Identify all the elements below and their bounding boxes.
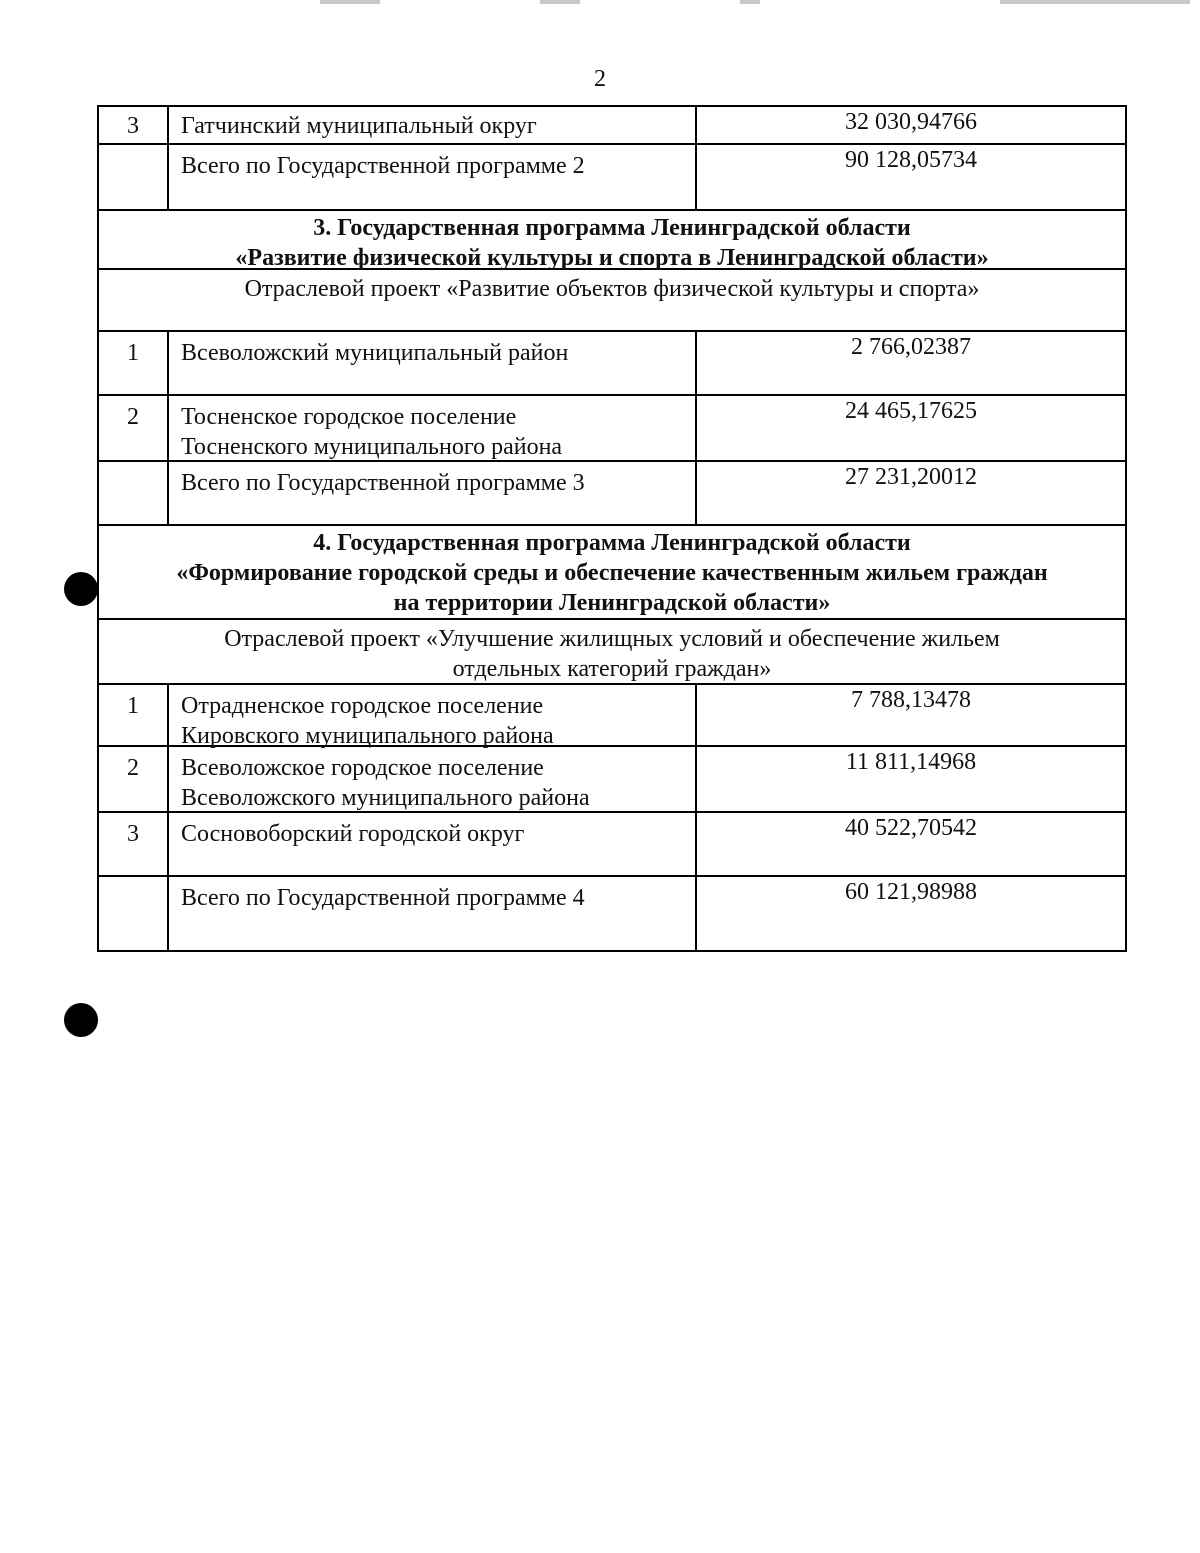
row-number xyxy=(99,145,169,209)
funding-table xyxy=(97,105,1127,952)
row-value: 40 522,70542 xyxy=(845,815,977,841)
table-row xyxy=(97,875,1127,952)
row-number: 3 xyxy=(99,813,169,875)
row-value: 32 030,94766 xyxy=(845,109,977,135)
table-row xyxy=(97,330,1127,394)
table-row xyxy=(97,394,1127,460)
program-title-row xyxy=(97,209,1127,271)
project-row xyxy=(97,618,1127,683)
row-name: Всего по Государственной программе 2 xyxy=(169,145,697,209)
row-name: Гатчинский муниципальный округ xyxy=(169,107,697,143)
row-value: 90 128,05734 xyxy=(845,147,977,173)
row-number: 3 xyxy=(99,107,169,143)
scan-mark xyxy=(540,0,580,4)
row-name: Сосновоборский городской округ xyxy=(169,813,697,875)
table-row xyxy=(97,105,1127,143)
row-name: Тосненское городское поселение Тосненского муниципального района xyxy=(169,396,697,460)
program-title: 4. Государственная программа Ленинградской области «Формирование городской среды и обеспечение качественным жильем граждан на территории Ленинградской области» xyxy=(176,530,1048,616)
scan-mark xyxy=(320,0,380,4)
row-value: 7 788,13478 xyxy=(851,687,971,713)
page-number: 2 xyxy=(594,66,606,92)
row-name: Всеволожское городское поселение Всеволожского муниципального района xyxy=(169,747,697,811)
row-number: 1 xyxy=(99,685,169,745)
row-name: Всего по Государственной программе 3 xyxy=(169,462,697,524)
row-value: 27 231,20012 xyxy=(845,464,977,490)
row-value: 2 766,02387 xyxy=(851,334,971,360)
program-title-row xyxy=(97,524,1127,618)
row-name: Всеволожский муниципальный район xyxy=(169,332,697,394)
row-number: 2 xyxy=(99,747,169,811)
row-value: 60 121,98988 xyxy=(845,879,977,905)
program-title: 3. Государственная программа Ленинградской области «Развитие физической культуры и спорта в Ленинградской области» xyxy=(235,215,989,271)
table-row xyxy=(97,143,1127,209)
row-number xyxy=(99,877,169,950)
project-title: Отраслевой проект «Развитие объектов физической культуры и спорта» xyxy=(244,276,980,302)
row-number: 1 xyxy=(99,332,169,394)
row-number xyxy=(99,462,169,524)
row-value: 24 465,17625 xyxy=(845,398,977,424)
punch-hole xyxy=(64,1003,98,1037)
table-row xyxy=(97,683,1127,749)
table-row xyxy=(97,460,1127,524)
project-title: Отраслевой проект «Улучшение жилищных условий и обеспечение жильем отдельных категорий граждан» xyxy=(224,626,1000,682)
table-row xyxy=(97,811,1127,875)
row-value: 11 811,14968 xyxy=(845,749,977,775)
punch-hole xyxy=(64,572,98,606)
row-number: 2 xyxy=(99,396,169,460)
scan-mark xyxy=(1000,0,1190,4)
table-row xyxy=(97,745,1127,811)
row-name: Всего по Государственной программе 4 xyxy=(169,877,697,950)
row-name: Отрадненское городское поселение Кировского муниципального района xyxy=(169,685,697,745)
scan-mark xyxy=(740,0,760,4)
project-row xyxy=(97,268,1127,330)
